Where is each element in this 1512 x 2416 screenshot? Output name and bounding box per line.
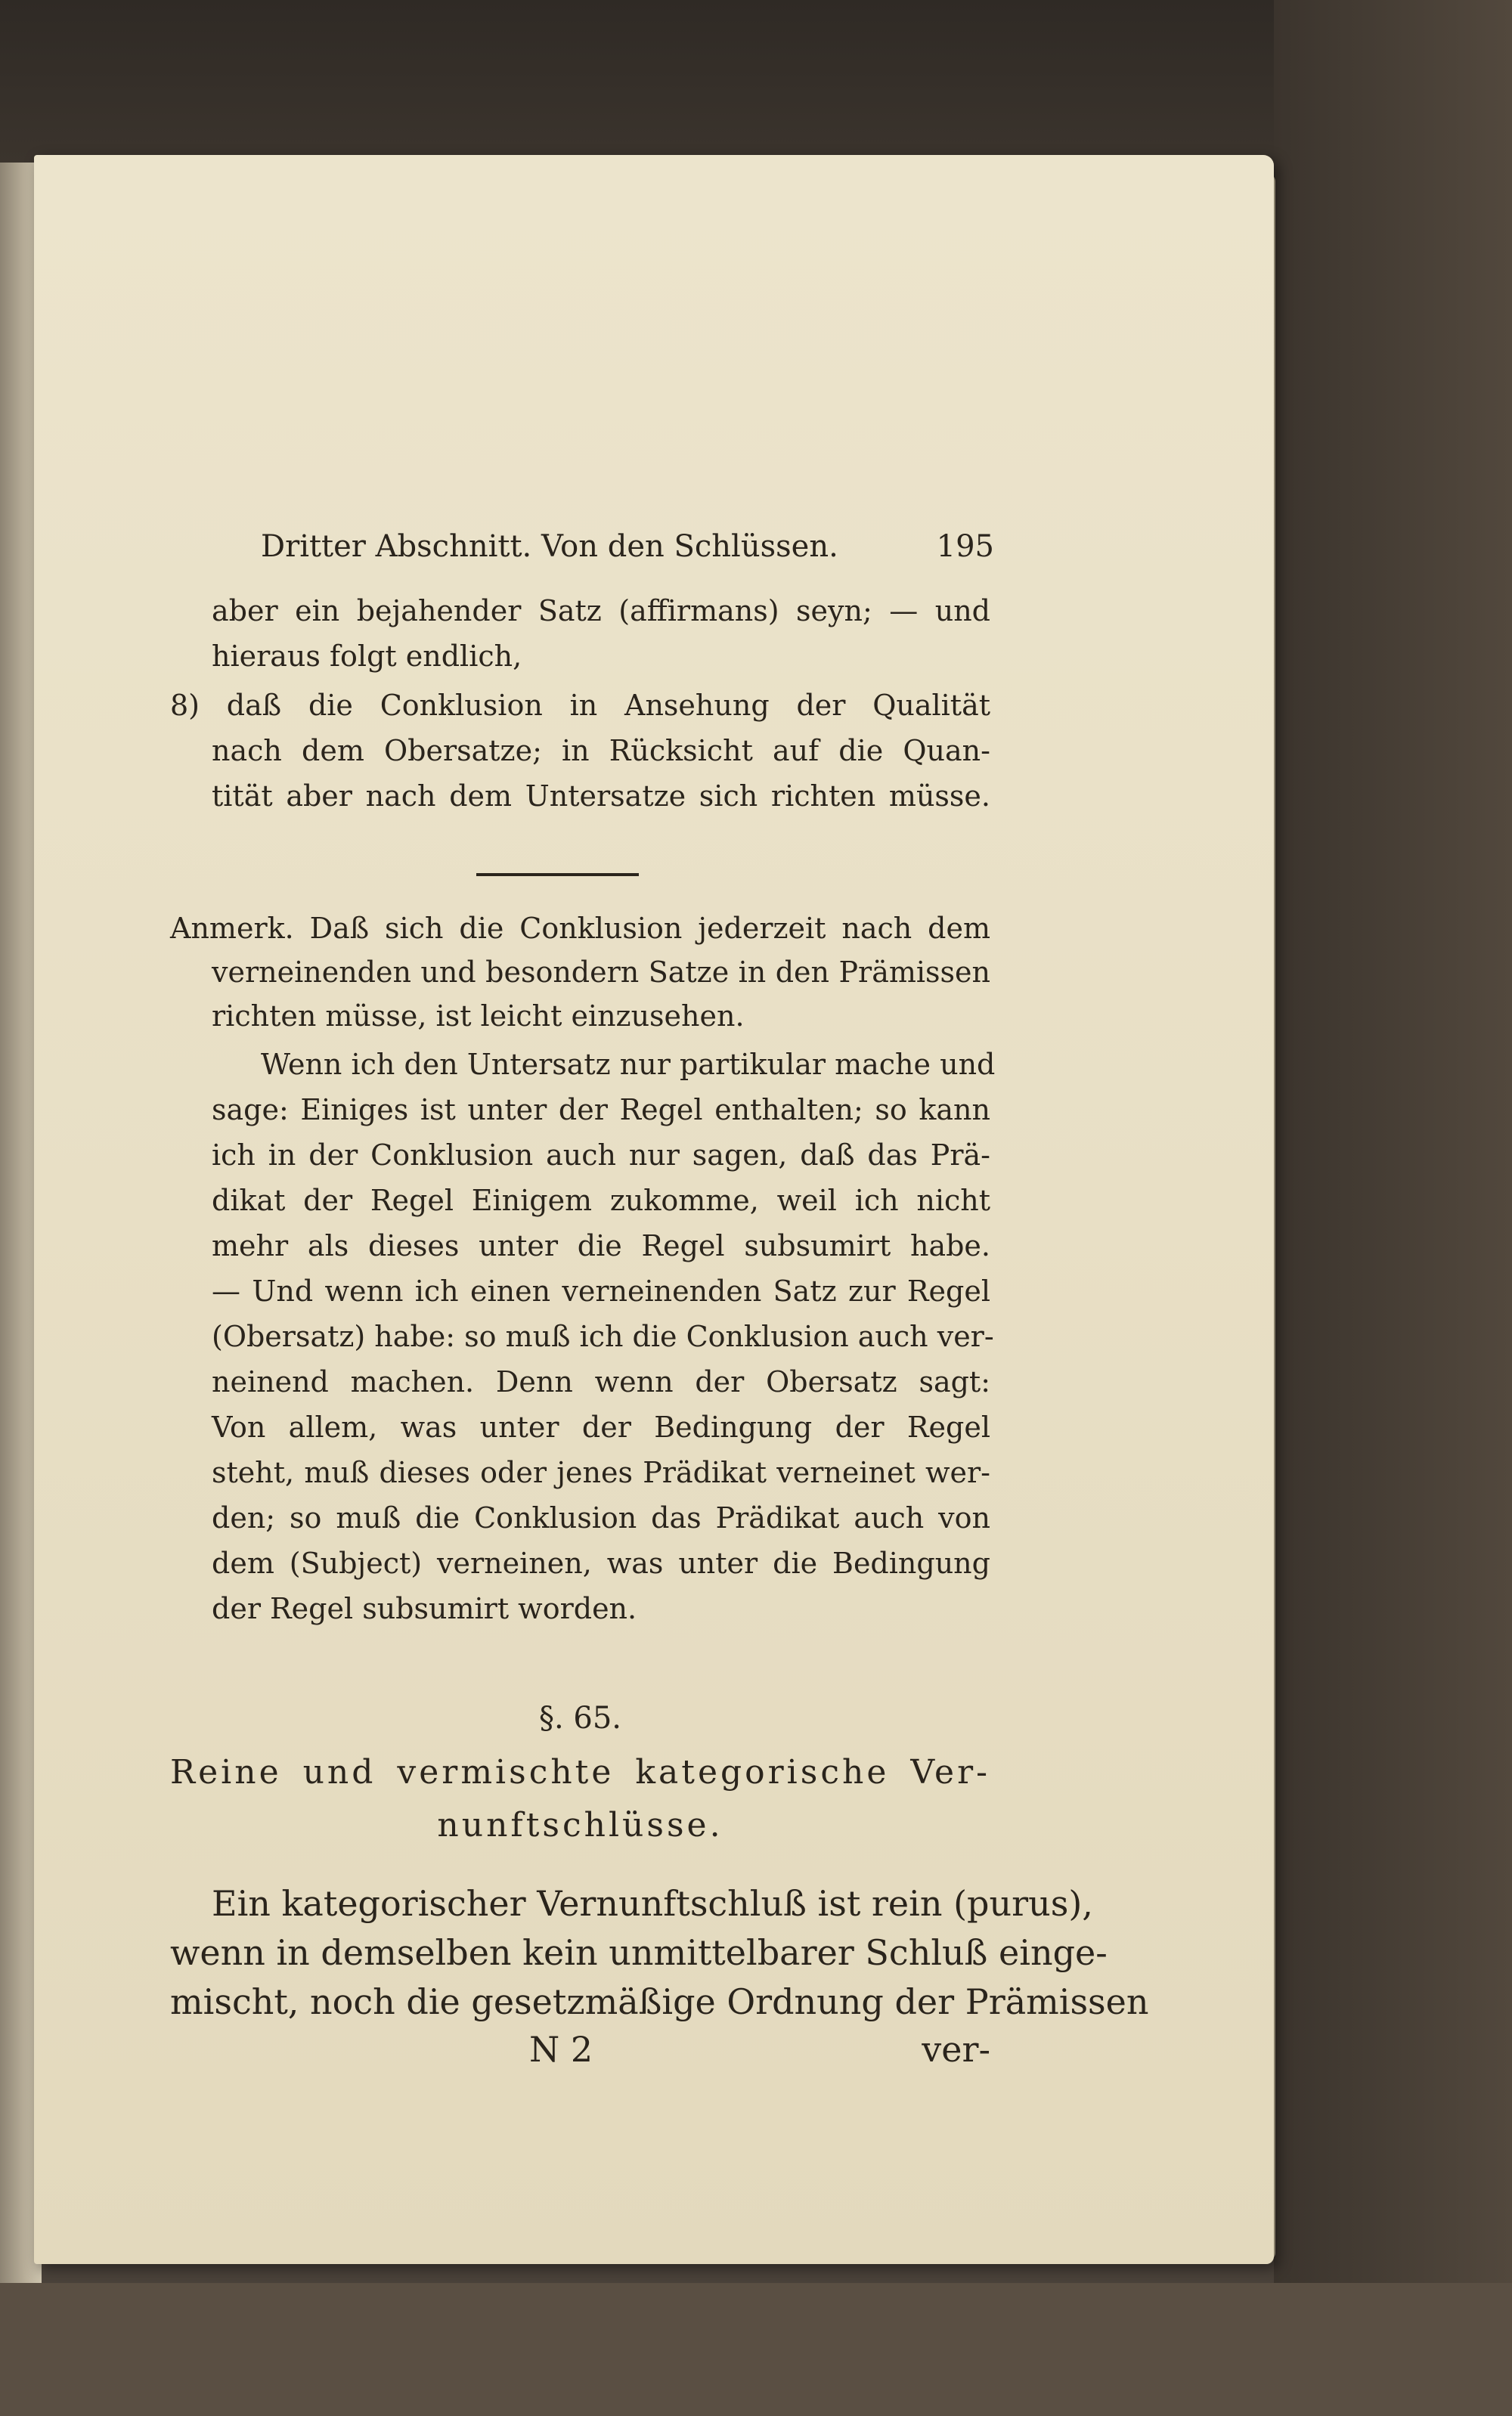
note-line: dem (Subject) verneinen, was unter die Bedingung [212,1547,990,1580]
list-item-8: 8) daß die Conklusion in Ansehung der Qualität [170,689,990,722]
note-line: dikat der Regel Einigem zukomme, weil ich nicht [212,1184,990,1217]
note-line: mehr als dieses unter die Regel subsumirt habe. [212,1229,990,1262]
running-head: Dritter Abschnitt. Von den Schlüssen. [261,529,838,564]
paragraph-line: nach dem Obersatze; in Rücksicht auf die Quan- [212,734,990,767]
body-line: Ein kategorischer Vernunftschluß ist rein (purus), [212,1883,1093,1924]
note-line: richten müsse, ist leicht einzusehen. [212,999,745,1033]
paragraph-line: tität aber nach dem Untersatze sich richten müsse. [212,779,990,813]
section-heading: Reine und vermischte kategorische Ver- [170,1753,990,1792]
note-line: steht, muß dieses oder jenes Prädikat verneinet wer- [212,1456,990,1489]
paragraph-line: hieraus folgt endlich, [212,640,522,673]
note-line: Wenn ich den Untersatz nur partikular mache und [261,1048,996,1081]
note-line: neinend machen. Denn wenn der Obersatz sagt: [212,1365,990,1398]
body-line: mischt, noch die gesetzmäßige Ordnung der Prämissen [170,1981,1149,2022]
note-line: — Und wenn ich einen verneinenden Satz zur Regel [212,1275,990,1308]
note-line: der Regel subsumirt worden. [212,1592,637,1625]
note-line: (Obersatz) habe: so muß ich die Conklusion auch ver- [212,1320,994,1353]
note-line: Von allem, was unter der Bedingung der Regel [212,1411,990,1444]
backdrop-bottom [0,2283,1512,2416]
note-line: den; so muß die Conklusion das Prädikat auch von [212,1501,990,1535]
note-line: ich in der Conklusion auch nur sagen, daß das Prä- [212,1138,990,1172]
note-line: Anmerk. Daß sich die Conklusion jederzeit nach dem [170,912,990,945]
note-line: verneinenden und besondern Satze in den Prämissen [212,956,990,989]
body-line: wenn in demselben kein unmittelbarer Schluß einge- [170,1932,1108,1973]
signature-mark: N 2 [529,2029,593,2070]
note-line: sage: Einiges ist unter der Regel enthalten; so kann [212,1093,990,1126]
section-number: §. 65. [538,1701,622,1736]
section-divider [476,873,639,876]
backdrop-right [1274,0,1512,2416]
catchword: ver- [922,2029,990,2070]
paragraph-line: aber ein bejahender Satz (affirmans) seyn; — und [212,594,990,627]
section-heading: nunftschlüsse. [437,1806,723,1845]
page-number: 195 [936,529,994,564]
book-page [34,155,1274,2264]
